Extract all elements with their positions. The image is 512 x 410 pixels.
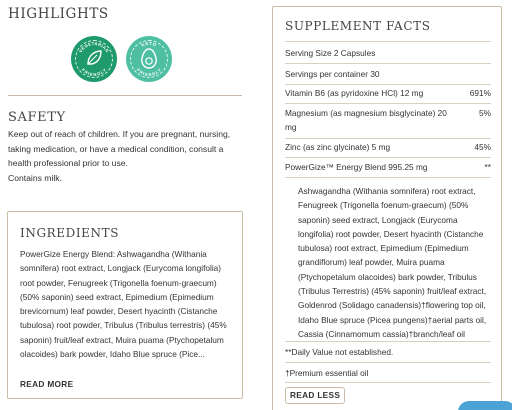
servings-per-container: Servings per container 30 (285, 69, 380, 79)
daily-value: 691% (469, 88, 491, 98)
facts-row (285, 106, 491, 134)
highlights-title: HIGHLIGHTS (8, 6, 109, 22)
facts-divider (285, 157, 491, 158)
essential-oil-footnote: †Premium essential oil (285, 368, 369, 378)
facts-divider (285, 382, 491, 383)
svg-text:KETO (140, 41, 157, 48)
facts-row (285, 86, 491, 100)
nutrient-label: Vitamin B6 (as pyridoxine HCl) 12 mg (285, 88, 424, 98)
daily-value-footnote: **Daily Value not established. (285, 347, 394, 357)
badge-top-text: VEGETARIAN (77, 40, 111, 54)
facts-divider (285, 84, 491, 85)
badge-bottom-text: FRIENDLY (80, 67, 108, 78)
safety-title: SAFETY (8, 110, 66, 125)
avocado-icon (126, 36, 172, 82)
read-more-button[interactable]: READ MORE (20, 379, 74, 389)
facts-divider (285, 138, 491, 139)
facts-divider (285, 63, 491, 64)
ingredients-text: PowerGize Energy Blend: Ashwagandha (Withania somnifera) root extract, Longjack (Eurycoma longifolia) root powder, Fenugreek (Trigonella foenum-graecum) (50% saponin) seed extract, Epimedium (Epimedium brevicornum) leaf powder, Desert hyacinth (Cistanche tubulosa) root powder, Tribulus (Tribulus terrestris) (45% saponin) fruit/leaf extract, Muira puama (Ptychopetalum olacoides) bark powder, Idaho Blue spruce (Pice... (20, 249, 227, 360)
facts-divider (285, 41, 491, 42)
serving-size: Serving Size 2 Capsules (285, 48, 376, 58)
safety-text (8, 127, 248, 185)
nutrient-label: Magnesium (as magnesium bisglycinate) 20 mg (285, 108, 447, 132)
svg-text:FRIENDLY (81, 67, 108, 77)
facts-divider (285, 177, 491, 178)
facts-divider (285, 103, 491, 104)
supplement-facts-panel (272, 6, 502, 410)
supplement-facts-title: SUPPLEMENT FACTS (285, 19, 431, 33)
facts-divider (285, 362, 491, 363)
safety-warning: Keep out of reach of children. If you are pregnant, nursing, taking medication, or have a medical condition, consult a health professional prior to use. (8, 129, 231, 169)
leaf-icon (71, 36, 117, 82)
vegetarian-friendly-badge (71, 36, 117, 82)
badge-top-text: KETO (140, 40, 158, 48)
nutrient-label: Zinc (as zinc glycinate) 5 mg (285, 142, 391, 152)
daily-value: 5% (479, 108, 491, 118)
ingredients-box (7, 211, 243, 399)
svg-text:VEGETARIAN (78, 41, 110, 54)
nutrient-label: PowerGize™ Energy Blend 995.25 mg (285, 162, 428, 172)
facts-divider (285, 341, 491, 342)
allergen-note: Contains milk. (8, 172, 62, 183)
blend-detail: Ashwagandha (Withania somnifera) root extract, Fenugreek (Trigonella foenum-graecum) (50% saponin) seed extract, Longjack (Eurycoma longifolia) root powder, Desert hyacinth (Cistanche tubulosa) root extract, Epimedium (Epimedium grandiflorum) leaf powder, Muira puama (Ptychopetalum olacoides) bark powder, Tribulus (Tribulus Terrestris) (45% saponin) fruit/leaf extract, Goldenrod (Solidago canadensis)†flowering top oil, Idaho Blue spruce (Picea pungens)†aerial parts oil, Cassia (Cinnamomum cassia)†branch/leaf oil (298, 186, 487, 339)
keto-friendly-badge (126, 36, 172, 82)
read-less-button[interactable]: READ LESS (285, 387, 345, 404)
chat-button[interactable] (458, 401, 512, 410)
facts-row (285, 160, 491, 174)
facts-row (285, 140, 491, 154)
ingredients-title: INGREDIENTS (20, 226, 120, 240)
daily-value: 45% (474, 142, 491, 152)
daily-value: ** (484, 162, 491, 172)
badge-bottom-text: FRIENDLY (135, 67, 163, 78)
section-divider (8, 95, 242, 96)
